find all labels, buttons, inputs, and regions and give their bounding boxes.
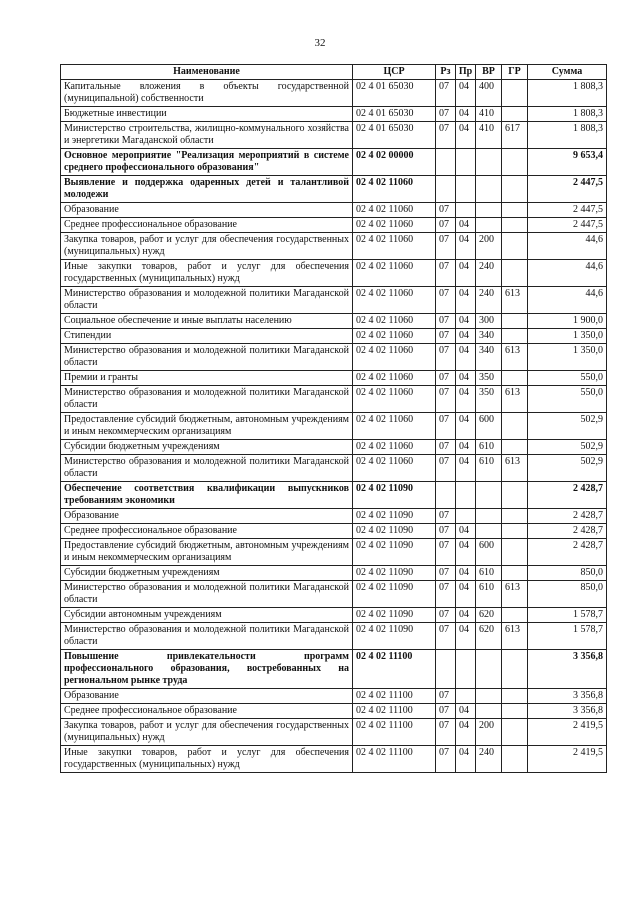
row-csr: 02 4 02 11090: [353, 539, 436, 566]
row-rz: 07: [436, 287, 456, 314]
table-row: [61, 344, 607, 371]
row-sum: 2 419,5: [528, 746, 607, 773]
row-rz: 07: [436, 539, 456, 566]
table-row: [61, 581, 607, 608]
row-csr: 02 4 02 11100: [353, 704, 436, 719]
table-row: [61, 371, 607, 386]
row-vr: [476, 218, 502, 233]
row-vr: 610: [476, 440, 502, 455]
row-sum: 2 419,5: [528, 719, 607, 746]
row-vr: 200: [476, 719, 502, 746]
row-csr: 02 4 02 11100: [353, 746, 436, 773]
row-sum: 1 808,3: [528, 80, 607, 107]
row-gr: [502, 524, 528, 539]
row-vr: 600: [476, 539, 502, 566]
row-csr: 02 4 02 11090: [353, 581, 436, 608]
row-csr: 02 4 02 11090: [353, 608, 436, 623]
row-vr: 240: [476, 746, 502, 773]
row-name: Среднее профессиональное образование: [61, 218, 353, 233]
row-vr: [476, 509, 502, 524]
row-rz: 07: [436, 233, 456, 260]
row-pr: [456, 149, 476, 176]
table-row: [61, 149, 607, 176]
row-pr: 04: [456, 218, 476, 233]
row-name: Бюджетные инвестиции: [61, 107, 353, 122]
header-name: Наименование: [61, 65, 353, 80]
row-csr: 02 4 02 11060: [353, 314, 436, 329]
row-pr: 04: [456, 455, 476, 482]
row-sum: 9 653,4: [528, 149, 607, 176]
row-pr: [456, 176, 476, 203]
row-gr: [502, 719, 528, 746]
row-gr: [502, 482, 528, 509]
row-sum: 850,0: [528, 581, 607, 608]
row-gr: 613: [502, 455, 528, 482]
row-rz: 07: [436, 314, 456, 329]
row-sum: 2 428,7: [528, 539, 607, 566]
table-header-row: [61, 65, 607, 80]
row-pr: [456, 482, 476, 509]
header-csr: ЦСР: [353, 65, 436, 80]
row-sum: 502,9: [528, 440, 607, 455]
row-vr: 300: [476, 314, 502, 329]
row-csr: 02 4 01 65030: [353, 80, 436, 107]
table-row: [61, 122, 607, 149]
row-rz: 07: [436, 689, 456, 704]
row-gr: [502, 413, 528, 440]
row-gr: [502, 746, 528, 773]
table-row: [61, 107, 607, 122]
row-csr: 02 4 02 11100: [353, 689, 436, 704]
table-row: [61, 704, 607, 719]
row-name: Обеспечение соответствия квалификации выпускников требованиям экономики: [61, 482, 353, 509]
row-rz: [436, 650, 456, 689]
row-gr: [502, 176, 528, 203]
row-csr: 02 4 02 11090: [353, 509, 436, 524]
row-pr: 04: [456, 80, 476, 107]
row-name: Выявление и поддержка одаренных детей и талантливой молодежи: [61, 176, 353, 203]
row-csr: 02 4 02 00000: [353, 149, 436, 176]
row-sum: 1 808,3: [528, 107, 607, 122]
row-gr: [502, 566, 528, 581]
row-rz: 07: [436, 107, 456, 122]
row-rz: 07: [436, 440, 456, 455]
row-gr: 613: [502, 581, 528, 608]
row-gr: [502, 80, 528, 107]
table-row: [61, 566, 607, 581]
row-csr: 02 4 02 11060: [353, 344, 436, 371]
row-sum: 502,9: [528, 413, 607, 440]
row-rz: 07: [436, 386, 456, 413]
row-csr: 02 4 02 11060: [353, 233, 436, 260]
table-row: [61, 176, 607, 203]
row-pr: 04: [456, 746, 476, 773]
row-pr: 04: [456, 329, 476, 344]
row-sum: 3 356,8: [528, 704, 607, 719]
row-csr: 02 4 02 11090: [353, 623, 436, 650]
row-gr: 613: [502, 344, 528, 371]
table-row: [61, 203, 607, 218]
row-gr: [502, 509, 528, 524]
row-gr: [502, 203, 528, 218]
row-rz: 07: [436, 329, 456, 344]
table-row: [61, 260, 607, 287]
row-sum: 44,6: [528, 233, 607, 260]
row-name: Субсидии автономным учреждениям: [61, 608, 353, 623]
row-name: Стипендии: [61, 329, 353, 344]
table-row: [61, 608, 607, 623]
row-sum: 850,0: [528, 566, 607, 581]
row-sum: 2 428,7: [528, 482, 607, 509]
row-gr: [502, 218, 528, 233]
row-pr: 04: [456, 386, 476, 413]
row-gr: 613: [502, 386, 528, 413]
row-pr: 04: [456, 107, 476, 122]
row-name: Закупка товаров, работ и услуг для обеспечения государственных (муниципальных) нужд: [61, 719, 353, 746]
row-name: Министерство образования и молодежной политики Магаданской области: [61, 455, 353, 482]
row-pr: 04: [456, 539, 476, 566]
row-pr: 04: [456, 371, 476, 386]
table-row: [61, 413, 607, 440]
row-name: Министерство образования и молодежной политики Магаданской области: [61, 287, 353, 314]
row-rz: 07: [436, 704, 456, 719]
row-csr: 02 4 02 11060: [353, 440, 436, 455]
row-name: Закупка товаров, работ и услуг для обеспечения государственных (муниципальных) нужд: [61, 233, 353, 260]
row-pr: 04: [456, 581, 476, 608]
row-gr: [502, 260, 528, 287]
table-row: [61, 329, 607, 344]
row-name: Субсидии бюджетным учреждениям: [61, 566, 353, 581]
row-name: Основное мероприятие "Реализация мероприятий в системе среднего профессионального образования": [61, 149, 353, 176]
table-row: [61, 287, 607, 314]
table-row: [61, 233, 607, 260]
row-vr: 410: [476, 122, 502, 149]
row-vr: 600: [476, 413, 502, 440]
table-row: [61, 689, 607, 704]
table-row: [61, 524, 607, 539]
row-csr: 02 4 02 11100: [353, 719, 436, 746]
row-rz: 07: [436, 80, 456, 107]
row-name: Министерство строительства, жилищно-коммунального хозяйства и энергетики Магаданской области: [61, 122, 353, 149]
row-csr: 02 4 02 11060: [353, 176, 436, 203]
header-vr: ВР: [476, 65, 502, 80]
row-csr: 02 4 02 11090: [353, 482, 436, 509]
table-row: [61, 440, 607, 455]
row-pr: 04: [456, 719, 476, 746]
row-vr: 610: [476, 581, 502, 608]
row-rz: 07: [436, 203, 456, 218]
row-csr: 02 4 02 11060: [353, 371, 436, 386]
row-sum: 44,6: [528, 287, 607, 314]
row-gr: [502, 440, 528, 455]
table-row: [61, 80, 607, 107]
row-sum: 1 350,0: [528, 329, 607, 344]
row-sum: 1 578,7: [528, 608, 607, 623]
row-csr: 02 4 02 11060: [353, 260, 436, 287]
row-rz: 07: [436, 371, 456, 386]
row-sum: 2 428,7: [528, 524, 607, 539]
row-name: Среднее профессиональное образование: [61, 704, 353, 719]
row-pr: [456, 650, 476, 689]
row-pr: 04: [456, 287, 476, 314]
row-sum: 502,9: [528, 455, 607, 482]
row-pr: 04: [456, 566, 476, 581]
table-row: [61, 314, 607, 329]
row-pr: 04: [456, 440, 476, 455]
row-vr: 620: [476, 608, 502, 623]
header-rz: Рз: [436, 65, 456, 80]
row-rz: 07: [436, 608, 456, 623]
header-gr: ГР: [502, 65, 528, 80]
row-gr: [502, 650, 528, 689]
row-sum: 550,0: [528, 386, 607, 413]
row-rz: 07: [436, 122, 456, 149]
table-body: [61, 80, 607, 773]
row-pr: [456, 203, 476, 218]
row-name: Образование: [61, 203, 353, 218]
row-pr: [456, 509, 476, 524]
table-row: [61, 455, 607, 482]
row-rz: 07: [436, 218, 456, 233]
row-pr: [456, 689, 476, 704]
row-gr: [502, 149, 528, 176]
row-name: Социальное обеспечение и иные выплаты населению: [61, 314, 353, 329]
row-csr: 02 4 01 65030: [353, 122, 436, 149]
row-vr: 400: [476, 80, 502, 107]
row-csr: 02 4 02 11100: [353, 650, 436, 689]
row-sum: 2 447,5: [528, 203, 607, 218]
row-rz: 07: [436, 455, 456, 482]
row-name: Субсидии бюджетным учреждениям: [61, 440, 353, 455]
row-pr: 04: [456, 314, 476, 329]
row-sum: 2 447,5: [528, 218, 607, 233]
row-sum: 3 356,8: [528, 689, 607, 704]
row-name: Среднее профессиональное образование: [61, 524, 353, 539]
row-vr: 340: [476, 329, 502, 344]
row-sum: 1 350,0: [528, 344, 607, 371]
row-pr: 04: [456, 122, 476, 149]
row-vr: [476, 482, 502, 509]
table-row: [61, 719, 607, 746]
row-rz: 07: [436, 509, 456, 524]
row-rz: [436, 149, 456, 176]
row-pr: 04: [456, 704, 476, 719]
row-csr: 02 4 02 11060: [353, 203, 436, 218]
row-vr: 240: [476, 287, 502, 314]
row-sum: 3 356,8: [528, 650, 607, 689]
row-name: Образование: [61, 509, 353, 524]
row-gr: [502, 233, 528, 260]
row-csr: 02 4 02 11090: [353, 566, 436, 581]
row-vr: [476, 524, 502, 539]
row-name: Повышение привлекательности программ профессионального образования, востребованных на региональном рынке труда: [61, 650, 353, 689]
row-gr: [502, 689, 528, 704]
row-vr: 620: [476, 623, 502, 650]
row-gr: [502, 539, 528, 566]
row-rz: 07: [436, 623, 456, 650]
row-vr: 350: [476, 386, 502, 413]
row-vr: [476, 149, 502, 176]
budget-table: [60, 64, 607, 773]
row-gr: [502, 314, 528, 329]
table-row: [61, 746, 607, 773]
row-sum: 550,0: [528, 371, 607, 386]
row-name: Иные закупки товаров, работ и услуг для обеспечения государственных (муниципальных) нужд: [61, 746, 353, 773]
table-row: [61, 539, 607, 566]
row-csr: 02 4 01 65030: [353, 107, 436, 122]
row-name: Предоставление субсидий бюджетным, автономным учреждениям и иным некоммерческим организациям: [61, 539, 353, 566]
row-csr: 02 4 02 11060: [353, 386, 436, 413]
row-rz: 07: [436, 719, 456, 746]
row-name: Министерство образования и молодежной политики Магаданской области: [61, 581, 353, 608]
row-name: Министерство образования и молодежной политики Магаданской области: [61, 623, 353, 650]
row-rz: [436, 176, 456, 203]
row-pr: 04: [456, 260, 476, 287]
row-rz: 07: [436, 344, 456, 371]
row-pr: 04: [456, 524, 476, 539]
row-csr: 02 4 02 11060: [353, 287, 436, 314]
row-rz: 07: [436, 524, 456, 539]
row-gr: [502, 107, 528, 122]
table-row: [61, 386, 607, 413]
row-vr: 610: [476, 566, 502, 581]
row-gr: [502, 704, 528, 719]
row-rz: [436, 482, 456, 509]
header-sum: Сумма: [528, 65, 607, 80]
header-pr: Пр: [456, 65, 476, 80]
row-csr: 02 4 02 11060: [353, 329, 436, 344]
row-pr: 04: [456, 233, 476, 260]
row-vr: [476, 689, 502, 704]
row-sum: 2 428,7: [528, 509, 607, 524]
row-name: Премии и гранты: [61, 371, 353, 386]
row-vr: 240: [476, 260, 502, 287]
row-csr: 02 4 02 11060: [353, 218, 436, 233]
row-rz: 07: [436, 566, 456, 581]
row-gr: 613: [502, 287, 528, 314]
page-number: 32: [314, 37, 326, 49]
row-pr: 04: [456, 413, 476, 440]
row-gr: 613: [502, 623, 528, 650]
row-sum: 2 447,5: [528, 176, 607, 203]
table-row: [61, 623, 607, 650]
row-csr: 02 4 02 11090: [353, 524, 436, 539]
row-name: Предоставление субсидий бюджетным, автономным учреждениям и иным некоммерческим организациям: [61, 413, 353, 440]
row-vr: 610: [476, 455, 502, 482]
row-csr: 02 4 02 11060: [353, 413, 436, 440]
row-vr: 350: [476, 371, 502, 386]
row-pr: 04: [456, 623, 476, 650]
row-pr: 04: [456, 608, 476, 623]
row-name: Министерство образования и молодежной политики Магаданской области: [61, 386, 353, 413]
row-sum: 1 578,7: [528, 623, 607, 650]
row-sum: 44,6: [528, 260, 607, 287]
row-vr: [476, 704, 502, 719]
row-vr: 340: [476, 344, 502, 371]
row-gr: [502, 608, 528, 623]
row-vr: 410: [476, 107, 502, 122]
row-name: Иные закупки товаров, работ и услуг для обеспечения государственных (муниципальных) нужд: [61, 260, 353, 287]
row-sum: 1 808,3: [528, 122, 607, 149]
table-row: [61, 218, 607, 233]
row-rz: 07: [436, 581, 456, 608]
row-vr: [476, 650, 502, 689]
table-row: [61, 509, 607, 524]
row-name: Министерство образования и молодежной политики Магаданской области: [61, 344, 353, 371]
row-rz: 07: [436, 413, 456, 440]
row-sum: 1 900,0: [528, 314, 607, 329]
row-name: Образование: [61, 689, 353, 704]
row-pr: 04: [456, 344, 476, 371]
row-rz: 07: [436, 260, 456, 287]
row-vr: [476, 203, 502, 218]
row-gr: 617: [502, 122, 528, 149]
row-csr: 02 4 02 11060: [353, 455, 436, 482]
row-gr: [502, 371, 528, 386]
row-vr: [476, 176, 502, 203]
table-row: [61, 650, 607, 689]
row-gr: [502, 329, 528, 344]
row-rz: 07: [436, 746, 456, 773]
row-vr: 200: [476, 233, 502, 260]
row-name: Капитальные вложения в объекты государственной (муниципальной) собственности: [61, 80, 353, 107]
table-row: [61, 482, 607, 509]
